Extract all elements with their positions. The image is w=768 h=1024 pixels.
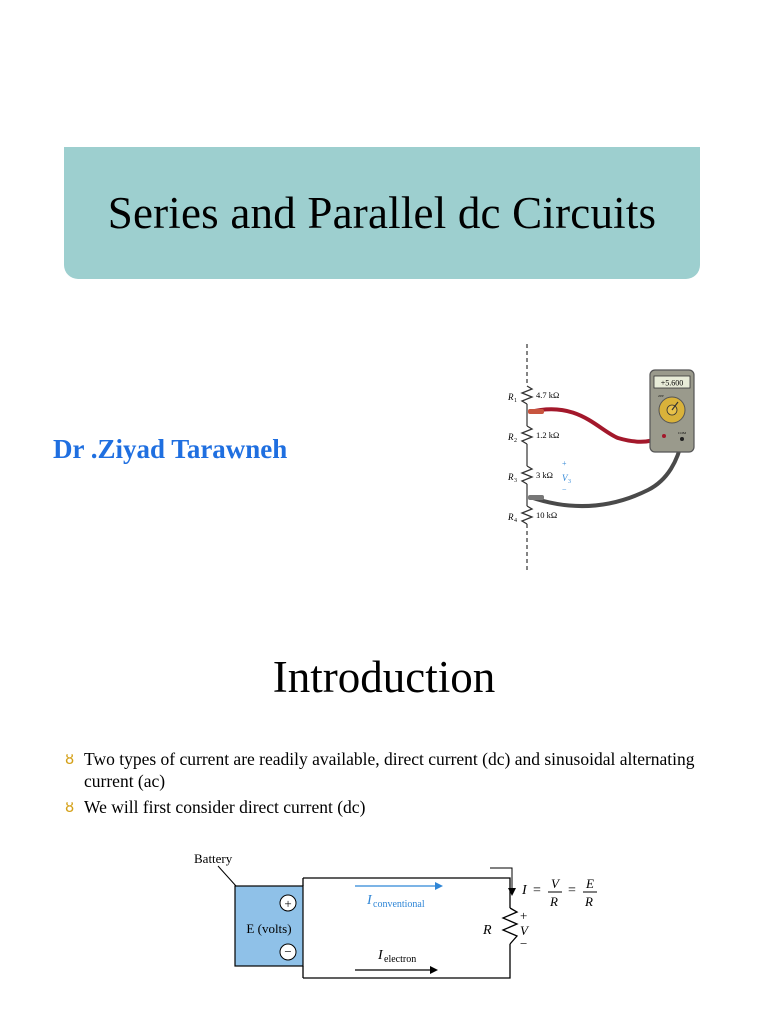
- resistor-r2: [507, 426, 559, 444]
- r1-value: 4.7 kΩ: [536, 390, 560, 400]
- r3-label: R: [508, 472, 514, 482]
- battery-pointer: [218, 866, 236, 886]
- r1-sub: 1: [514, 398, 517, 404]
- resistor-icon: [503, 908, 517, 944]
- r2-sub: 2: [514, 438, 517, 444]
- eq-i: I: [522, 883, 527, 898]
- bullet-icon: ȣ: [65, 750, 75, 768]
- multimeter-icon: [650, 370, 694, 452]
- source-label: E (volts): [246, 921, 292, 936]
- minus-sign: −: [284, 944, 292, 959]
- r4-label: R: [508, 512, 514, 522]
- slide-title: Series and Parallel dc Circuits: [107, 188, 657, 238]
- section-heading: Introduction: [272, 652, 496, 702]
- bullet-item: [64, 748, 704, 792]
- eq-equals-2: =: [568, 883, 576, 898]
- eq-equals-1: =: [533, 883, 541, 898]
- bullet-text: We will first consider direct current (dc): [84, 797, 366, 817]
- plus-sign: +: [284, 896, 292, 911]
- v-plus: +: [520, 908, 528, 923]
- r3-value: 3 kΩ: [536, 470, 553, 480]
- author-name: Dr .Ziyad Tarawneh: [53, 434, 288, 464]
- v3-label: V: [562, 473, 568, 483]
- r4-sub: 4: [514, 518, 517, 524]
- resistor-r3: [507, 459, 571, 494]
- dc-circuit-figure: [190, 846, 610, 986]
- eq-r-1: R: [550, 894, 558, 909]
- resistor-r4: [507, 506, 557, 524]
- r3-sub: 3: [514, 478, 517, 484]
- v3-minus: −: [562, 485, 567, 494]
- resistor-label: R: [483, 923, 492, 938]
- series-circuit-figure: [498, 340, 698, 576]
- v3-plus: +: [562, 459, 567, 468]
- v-minus: −: [520, 936, 528, 951]
- red-probe-tip: [528, 409, 544, 414]
- bullet-text: Two types of current are readily available, direct current (dc) and sinusoidal alternating current (ac): [84, 749, 695, 791]
- meter-com: COM: [678, 431, 686, 435]
- battery-label: Battery: [194, 851, 233, 866]
- eq-r-2: R: [585, 894, 593, 909]
- bullet-icon: ȣ: [65, 798, 75, 816]
- r2-label: R: [508, 432, 514, 442]
- i-conv-sub: conventional: [373, 899, 425, 910]
- v3-sub: 3: [568, 479, 571, 485]
- r1-label: R: [508, 392, 514, 402]
- resistor-r1: [507, 386, 559, 404]
- bullet-item: [64, 796, 704, 818]
- current-direction-icon: [490, 868, 512, 890]
- meter-range: 20V: [658, 394, 665, 398]
- meter-display: +5.600: [660, 378, 684, 388]
- eq-v: V: [551, 876, 559, 891]
- i-elec-label: I: [378, 948, 383, 963]
- black-probe-tip: [528, 495, 544, 500]
- eq-e: E: [586, 876, 594, 891]
- bullet-list: [64, 748, 704, 822]
- v-label: V: [520, 923, 528, 938]
- i-elec-sub: electron: [384, 954, 417, 965]
- r4-value: 10 kΩ: [536, 510, 558, 520]
- i-conv-label: I: [367, 893, 372, 908]
- title-banner: [64, 147, 700, 279]
- r2-value: 1.2 kΩ: [536, 430, 560, 440]
